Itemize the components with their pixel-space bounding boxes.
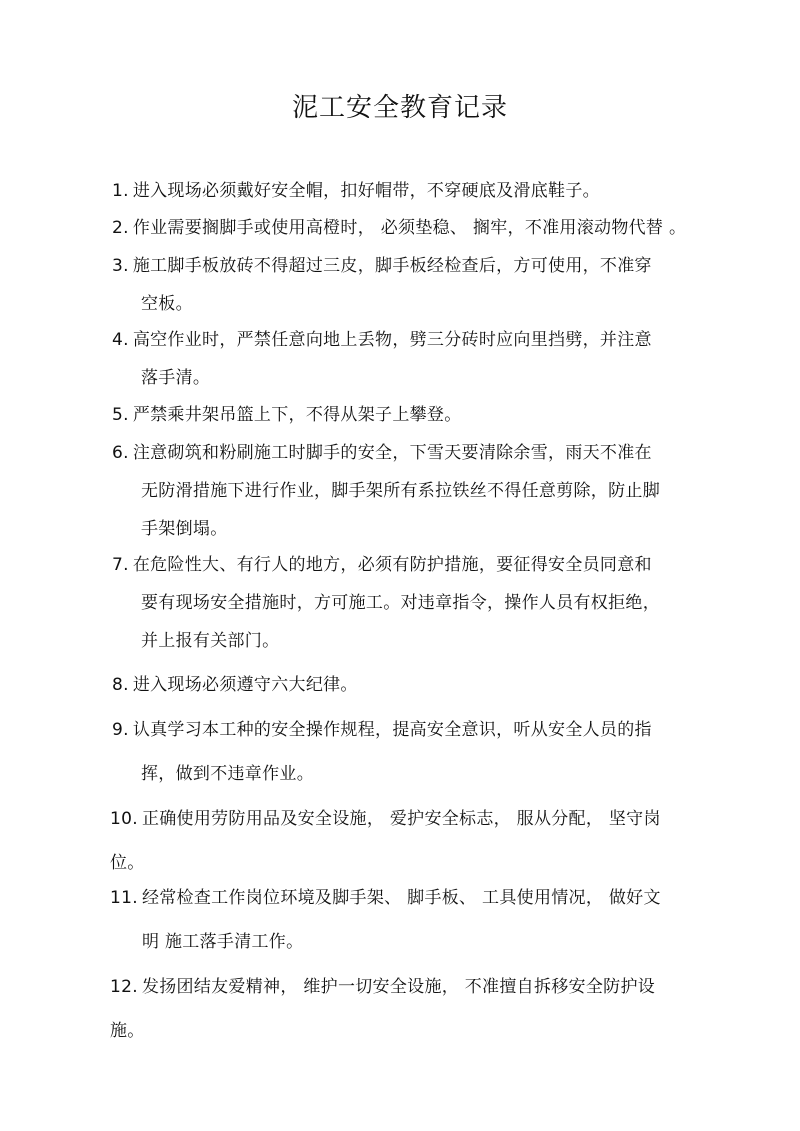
item-line	[112, 546, 772, 584]
item-text: 严禁乘井架吊篮上下，不得从架子上攀登。	[132, 405, 462, 425]
list-item	[112, 209, 772, 247]
list-item	[112, 666, 772, 704]
item-line	[112, 396, 772, 434]
item-text: 施工脚手板放砖不得超过三皮，脚手板经检查后，方可使用，不准穿	[132, 256, 652, 276]
item-number: 3.	[112, 256, 129, 276]
item-line	[112, 209, 772, 247]
item-number: 2.	[112, 218, 129, 238]
item-line-continuation: 施。	[110, 1021, 145, 1041]
item-text: 正确使用劳防用品及安全设施， 爱护安全标志， 服从分配， 坚守岗	[141, 809, 661, 829]
item-line	[110, 966, 770, 1008]
item-number: 4.	[112, 330, 129, 350]
item-text: 高空作业时，严禁任意向地上丢物，劈三分砖时应向里挡劈，并注意	[132, 330, 652, 350]
item-number: 6.	[112, 443, 129, 463]
item-text: 作业需要搁脚手或使用高橙时， 必须垫稳、 搁牢，不准用滚动物代替 。	[132, 218, 687, 238]
item-line	[112, 666, 772, 704]
item-text: 注意砌筑和粉刷施工时脚手的安全，下雪天要清除余雪，雨天不准在	[132, 443, 652, 463]
list-item	[112, 546, 772, 660]
item-line	[110, 798, 770, 840]
item-line	[112, 434, 772, 472]
list-item	[110, 966, 770, 1052]
item-line	[112, 321, 772, 359]
item-number: 12.	[110, 977, 138, 997]
item-number: 7.	[112, 555, 129, 575]
item-line-continuation: 并上报有关部门。	[141, 631, 280, 651]
document-title: 泥工安全教育记录	[291, 93, 508, 123]
list-item	[112, 709, 772, 795]
item-text: 认真学习本工种的安全操作规程，提高安全意识，听从安全人员的指	[132, 720, 652, 740]
item-text: 进入现场必须戴好安全帽，扣好帽带，不穿硬底及滑底鞋子。	[132, 181, 600, 201]
item-number: 8.	[112, 675, 129, 695]
item-text: 在危险性大、有行人的地方，必须有防护措施，要征得安全员同意和	[132, 555, 652, 575]
list-item	[110, 798, 770, 884]
item-line-continuation: 空板。	[141, 294, 193, 314]
item-line	[112, 172, 772, 210]
item-text: 发扬团结友爱精神， 维护一切安全设施， 不准擅自拆移安全防护设	[141, 977, 656, 997]
item-line	[110, 877, 770, 919]
list-item	[112, 396, 772, 434]
item-line-continuation: 手架倒塌。	[141, 519, 228, 539]
item-text: 进入现场必须遵守六大纪律。	[132, 675, 358, 695]
item-line-continuation: 落手清。	[141, 368, 211, 388]
item-number: 5.	[112, 405, 129, 425]
item-line-continuation: 位。	[110, 853, 145, 873]
list-item	[110, 877, 770, 963]
item-line	[112, 247, 772, 285]
item-number: 1.	[112, 181, 129, 201]
item-line-continuation: 明 施工落手清工作。	[142, 932, 304, 952]
item-line-continuation: 挥，做到不违章作业。	[141, 764, 314, 784]
item-text: 经常检查工作岗位环境及脚手架、 脚手板、 工具使用情况， 做好文	[141, 888, 661, 908]
item-line-continuation: 要有现场安全措施时，方可施工。对违章指令，操作人员有权拒绝，	[141, 593, 660, 613]
list-item	[112, 247, 772, 323]
item-number: 10.	[110, 809, 138, 829]
list-item	[112, 321, 772, 397]
list-item	[112, 434, 772, 548]
list-item	[112, 172, 772, 210]
item-number: 11.	[110, 888, 138, 908]
item-line	[112, 709, 772, 751]
item-number: 9.	[112, 720, 129, 740]
item-line-continuation: 无防滑措施下进行作业，脚手架所有系拉铁丝不得任意剪除，防止脚	[141, 481, 660, 501]
